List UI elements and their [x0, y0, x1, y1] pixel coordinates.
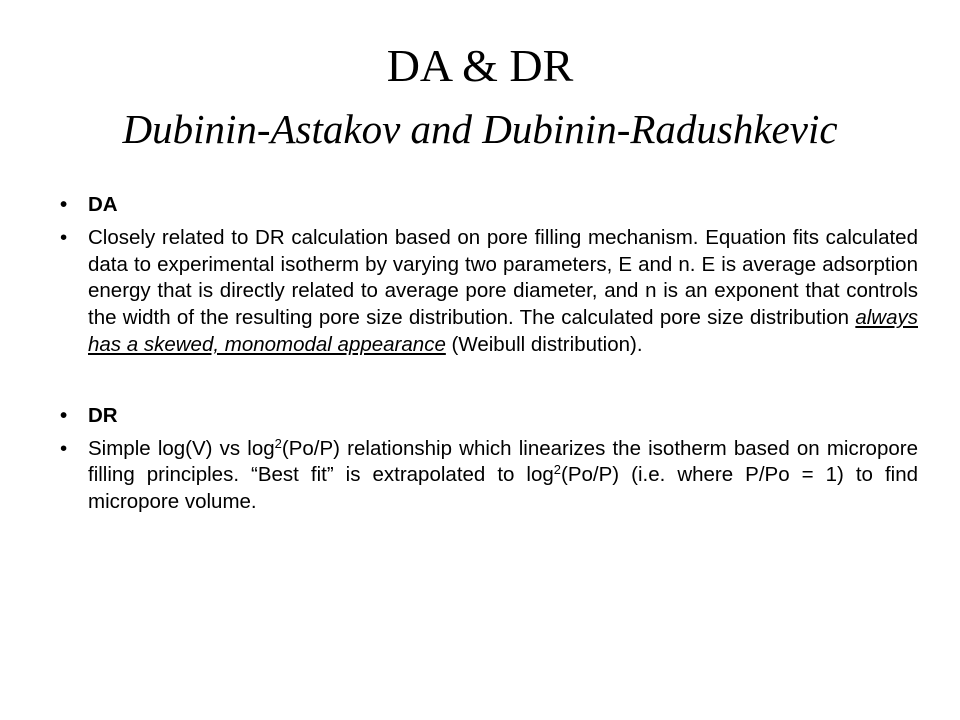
da-description-text: Closely related to DR calculation based on pore filling mechanism. Equation fits calculated data to experimental isotherm by varying two parameters, E and n. E is average adsorption energy that is directly related to average pore diameter, and n is an exponent that controls the width of the resulting pore size distribution. The calculated pore size distribution — [88, 225, 918, 330]
slide-title: DA & DR — [386, 40, 574, 91]
bullet-dot: • — [60, 225, 68, 249]
bullet-list — [60, 192, 918, 522]
dr-text-part3: (Po/P) (i.e. where P/Po = 1) to find micropore volume. — [88, 463, 918, 514]
da-description-end: (Weibull distribution). — [445, 332, 643, 356]
dr-heading: DR — [88, 403, 118, 427]
slide-subtitle: Dubinin-Astakov and Dubinin-Radushkevic — [122, 106, 838, 152]
dr-text-part2: (Po/P) relationship which linearizes the isotherm based on micropore filling principles. “Best fit” is extrapolated to log — [88, 436, 918, 487]
da-heading: DA — [88, 193, 118, 216]
bullet-dr-description — [60, 436, 918, 516]
spacer — [60, 365, 918, 403]
dr-superscript-2: 2 — [553, 462, 562, 478]
bullet-da-description — [60, 225, 918, 359]
dr-text-part1: Simple log(V) vs log — [88, 436, 275, 460]
bullet-dot: • — [60, 193, 68, 216]
bullet-da-heading — [60, 192, 918, 219]
bullet-dot: • — [60, 403, 68, 427]
bullet-dr-heading — [60, 403, 918, 430]
da-emphasis-text: always has a skewed, monomodal appearance — [88, 306, 918, 356]
dr-superscript-1: 2 — [274, 435, 282, 451]
bullet-dot: • — [60, 436, 68, 460]
